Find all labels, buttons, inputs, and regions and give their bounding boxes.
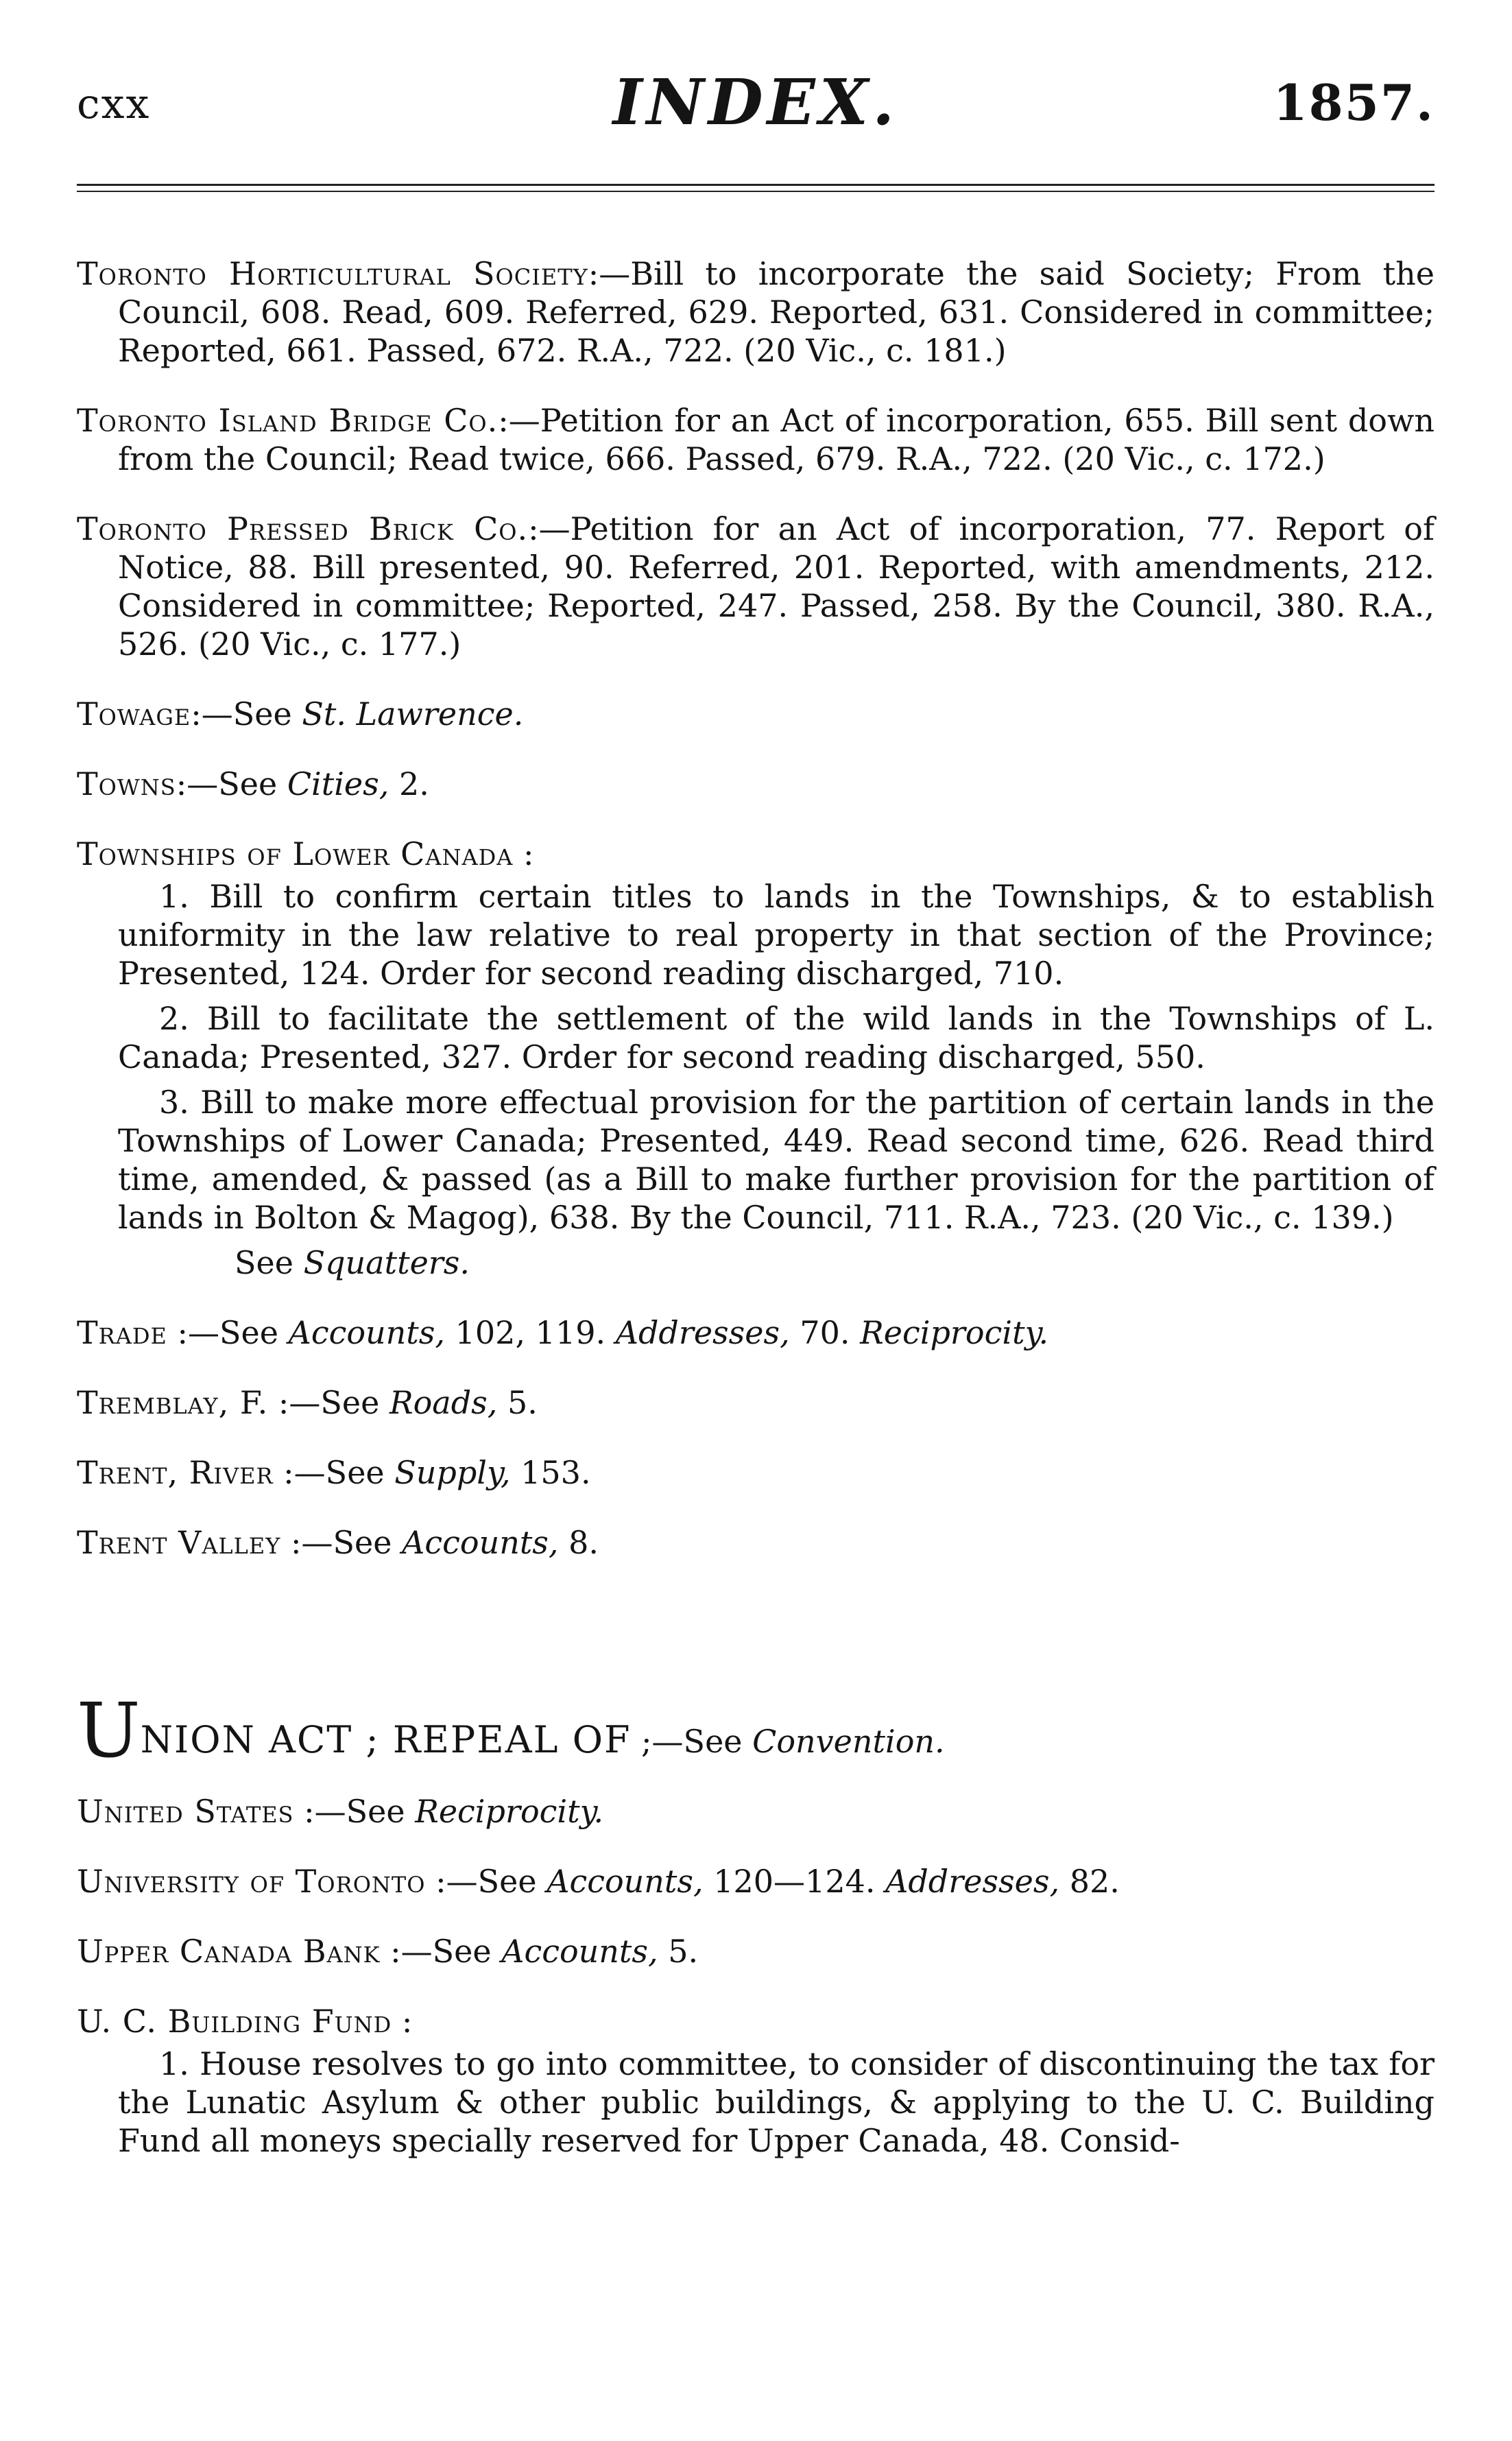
cross-reference: Addresses, (885, 1863, 1060, 1900)
cross-reference: Squatters. (303, 1244, 470, 1281)
page-header (77, 65, 1435, 147)
index-entries (77, 223, 1435, 2167)
entry-text: See (235, 1244, 304, 1281)
index-entry (77, 1383, 1435, 1422)
entry-text: :—See (176, 765, 287, 802)
entry-text: 120—124. (703, 1863, 886, 1900)
header-rule-bottom (77, 191, 1435, 192)
index-entry (77, 1523, 1435, 1562)
entry-heading: United States (77, 1793, 294, 1830)
index-entry (77, 1313, 1435, 1352)
entry-text: :—Petition for an Act of incorporation, 77. Report of Notice, 88. Bill presented, 90. Referred, 201. Reported, with amendments, 212. Considered in committee; Reported, 247. Passed, 258. By the Council, 380. R.A., 526. (20 Vic., c. 177.) (118, 510, 1435, 663)
entry-heading: University of Toronto (77, 1863, 426, 1900)
cross-reference: Reciprocity. (415, 1793, 604, 1830)
index-entry (77, 695, 1435, 733)
entry-text: 102, 119. (445, 1314, 616, 1351)
entry-text: :—See (425, 1863, 547, 1900)
entry-text: ;—See (631, 1723, 753, 1760)
entry-text: 8. (558, 1524, 599, 1561)
section-initial-letter: U (77, 1687, 141, 1774)
cross-reference: St. Lawrence. (302, 695, 524, 733)
entry-heading: NION ACT ; REPEAL OF (140, 1718, 632, 1761)
cross-reference: Accounts, (402, 1524, 559, 1561)
entry-text: 5. (658, 1933, 699, 1970)
cross-reference: Roads, (389, 1384, 498, 1421)
index-entry (77, 1862, 1435, 1901)
entry-heading: Trade (77, 1314, 167, 1351)
entry-heading: Toronto Horticultural Society (77, 255, 588, 292)
index-entry-building-fund (77, 2002, 1435, 2040)
index-entry (77, 1792, 1435, 1831)
entry-text: 5. (497, 1384, 538, 1421)
index-entry (77, 1453, 1435, 1492)
page-title: INDEX. (612, 65, 899, 139)
see-also-line (235, 1243, 1435, 1282)
page-number-roman: cxx (77, 80, 151, 128)
entry-text: 82. (1059, 1863, 1120, 1900)
entry-heading: Trent Valley (77, 1524, 281, 1561)
index-entry-union-act (77, 1687, 1435, 1774)
entry-text: :—See (380, 1933, 502, 1970)
cross-reference: Accounts, (288, 1314, 446, 1351)
entry-text: 2. (389, 765, 429, 802)
entry-text: :—See (280, 1524, 403, 1561)
section-divider-space (77, 1589, 1435, 1671)
entry-text: :—See (293, 1793, 416, 1830)
entry-heading: U. C. Building Fund (77, 2003, 392, 2040)
entry-text: :—See (268, 1384, 389, 1421)
entry-heading: Towage (77, 695, 191, 733)
entry-heading: Toronto Pressed Brick Co. (77, 510, 529, 547)
index-entry (77, 1932, 1435, 1970)
header-rule-top (77, 184, 1435, 186)
entry-text: :—See (167, 1314, 289, 1351)
sub-entry: 2. Bill to facilitate the settlement of the wild lands in the Townships of L. Canada; Presented, 327. Order for second reading discharged, 550. (118, 1000, 1435, 1075)
index-entry (77, 765, 1435, 803)
entry-heading: Tremblay, F. (77, 1384, 269, 1421)
entry-heading: Toronto Island Bridge Co. (77, 402, 499, 439)
page-year: 1857. (1273, 73, 1435, 132)
cross-reference: Convention. (752, 1723, 945, 1760)
entry-text: 70. (789, 1314, 861, 1351)
cross-reference: Cities, (287, 765, 389, 802)
cross-reference: Accounts, (501, 1933, 658, 1970)
entry-heading: Upper Canada Bank (77, 1933, 381, 1970)
entry-heading: Towns (77, 765, 176, 802)
cross-reference: Supply, (394, 1454, 511, 1491)
entry-text: : (513, 835, 534, 872)
index-entry (77, 254, 1435, 370)
entry-text: :—Bill to incorporate the said Society; From the Council, 608. Read, 609. Referred, 629. Reported, 631. Considered in committee; Reported, 661. Passed, 672. R.A., 722. (20 Vic., c. 181.) (118, 255, 1435, 369)
sub-entry: 1. House resolves to go into committee, to consider of discontinuing the tax for the Lunatic Asylum & other public buildings, & applying to the U. C. Building Fund all moneys specially reserved for Upper Canada, 48. Consid- (118, 2045, 1435, 2159)
cross-reference: Accounts, (547, 1863, 704, 1900)
cross-reference: Addresses, (615, 1314, 790, 1351)
entry-text: : (392, 2003, 413, 2040)
index-entry-townships (77, 835, 1435, 873)
index-entry (77, 401, 1435, 478)
entry-heading: Trent, River (77, 1454, 274, 1491)
index-entry (77, 510, 1435, 663)
entry-text: :—Petition for an Act of incorporation, 655. Bill sent down from the Council; Read twice, 666. Passed, 679. R.A., 722. (20 Vic., c. 172.) (118, 402, 1435, 477)
sub-entry: 1. Bill to confirm certain titles to lands in the Townships, & to establish uniformity in the law relative to real property in that section of the Province; Presented, 124. Order for second reading discharged, 710. (118, 878, 1435, 992)
entry-text: :—See (273, 1454, 395, 1491)
entry-text: 153. (510, 1454, 591, 1491)
entry-text: :—See (191, 695, 302, 733)
sub-entry: 3. Bill to make more effectual provision for the partition of certain lands in the Townships of Lower Canada; Presented, 449. Read second time, 626. Read third time, amended, & passed (as a Bill to make further provision for the partition of lands in Bolton & Magog), 638. By the Council, 711. R.A., 723. (20 Vic., c. 139.) (118, 1084, 1435, 1236)
cross-reference: Reciprocity. (860, 1314, 1049, 1351)
entry-heading: Townships of Lower Canada (77, 835, 514, 872)
